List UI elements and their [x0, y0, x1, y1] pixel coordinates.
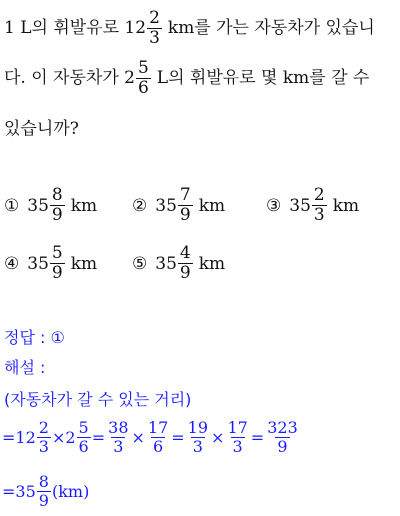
- option-fraction: [312, 187, 327, 224]
- numerator: 17: [147, 418, 169, 437]
- answer-label: [4, 330, 65, 346]
- numerator: 7: [179, 185, 191, 205]
- question-text: L의 휘발유로 몇 km를 갈 수: [156, 68, 370, 88]
- fraction: [106, 420, 130, 455]
- explanation-title-text: (자동차가 갈 수 있는 거리): [4, 390, 192, 409]
- fraction: [37, 474, 51, 509]
- question-text: 다. 이 자동차가 2: [4, 68, 135, 88]
- times-sign: ×: [51, 427, 66, 447]
- option-whole: 35: [27, 253, 49, 274]
- fraction: [147, 10, 162, 47]
- whole-number: 2: [65, 427, 76, 447]
- option-unit: km: [70, 195, 98, 216]
- fraction: [37, 420, 51, 455]
- denominator: 3: [113, 437, 124, 456]
- option-marker: ①: [4, 195, 20, 216]
- equals-sign: =: [250, 427, 265, 447]
- times-sign: ×: [211, 427, 225, 447]
- numerator: 5: [137, 58, 149, 78]
- option-marker: ⑤: [132, 253, 148, 274]
- denominator: 6: [152, 437, 164, 456]
- equals-sign: =: [2, 481, 16, 501]
- numerator: 19: [187, 418, 209, 437]
- denominator: 9: [38, 491, 49, 510]
- explanation-text: 해설 :: [4, 358, 46, 377]
- denominator: 9: [179, 263, 191, 283]
- option-fraction: [50, 187, 65, 224]
- numerator: 17: [227, 418, 248, 437]
- fraction: [186, 420, 210, 455]
- option-unit: km: [198, 253, 226, 274]
- whole-number: 12: [15, 427, 36, 447]
- option-marker: ④: [4, 253, 20, 274]
- equals-sign: =: [171, 427, 185, 447]
- result-line: [2, 474, 89, 509]
- option-1[interactable]: [4, 187, 97, 224]
- fraction: [77, 420, 91, 455]
- question-line-1: [4, 10, 375, 47]
- equals-sign: =: [91, 427, 106, 447]
- question-text: km를 가는 자동차가 있습니: [167, 18, 375, 38]
- denominator: 3: [38, 437, 49, 456]
- numerator: 5: [78, 418, 89, 437]
- denominator: 6: [137, 78, 149, 98]
- times-sign: ×: [131, 427, 145, 447]
- question-text: 있습니까?: [4, 119, 79, 139]
- denominator: 9: [179, 205, 191, 225]
- denominator: 3: [232, 437, 243, 456]
- option-whole: 35: [155, 253, 177, 274]
- numerator: 5: [51, 243, 63, 263]
- answer-text: 정답 : ①: [4, 328, 65, 347]
- numerator: 8: [38, 472, 49, 491]
- denominator: 3: [313, 205, 325, 225]
- option-unit: km: [70, 253, 98, 274]
- unit-label: (km): [51, 481, 90, 501]
- option-marker: ②: [132, 195, 148, 216]
- option-2[interactable]: [132, 187, 225, 224]
- option-whole: 35: [289, 195, 311, 216]
- option-3[interactable]: [266, 187, 359, 224]
- option-whole: 35: [155, 195, 177, 216]
- numerator: 8: [51, 185, 63, 205]
- option-fraction: [178, 245, 193, 282]
- question-line-3: [4, 121, 79, 138]
- fraction: [265, 420, 300, 455]
- question-text: 1 L의 휘발유로 12: [4, 18, 147, 38]
- equals-sign: =: [2, 427, 16, 447]
- denominator: 6: [78, 437, 89, 456]
- explanation-label: [4, 360, 45, 376]
- calculation-line: [2, 420, 301, 455]
- denominator: 9: [277, 437, 288, 456]
- numerator: 2: [149, 8, 160, 28]
- fraction: [136, 60, 151, 97]
- option-4[interactable]: [4, 245, 97, 282]
- option-fraction: [178, 187, 193, 224]
- option-unit: km: [332, 195, 360, 216]
- numerator: 2: [313, 185, 325, 205]
- option-marker: ③: [266, 195, 282, 216]
- denominator: 9: [51, 263, 63, 283]
- denominator: 9: [51, 205, 63, 225]
- whole-number: 35: [15, 481, 36, 501]
- option-fraction: [50, 245, 65, 282]
- denominator: 3: [149, 28, 160, 48]
- numerator: 2: [38, 418, 49, 437]
- numerator: 4: [179, 243, 191, 263]
- numerator: 38: [108, 418, 129, 437]
- option-whole: 35: [27, 195, 49, 216]
- explanation-title: [4, 392, 191, 408]
- fraction: [225, 420, 249, 455]
- question-line-2: [4, 60, 369, 97]
- denominator: 3: [192, 437, 203, 456]
- option-unit: km: [198, 195, 226, 216]
- numerator: 323: [267, 418, 298, 437]
- fraction: [146, 420, 170, 455]
- option-5[interactable]: [132, 245, 225, 282]
